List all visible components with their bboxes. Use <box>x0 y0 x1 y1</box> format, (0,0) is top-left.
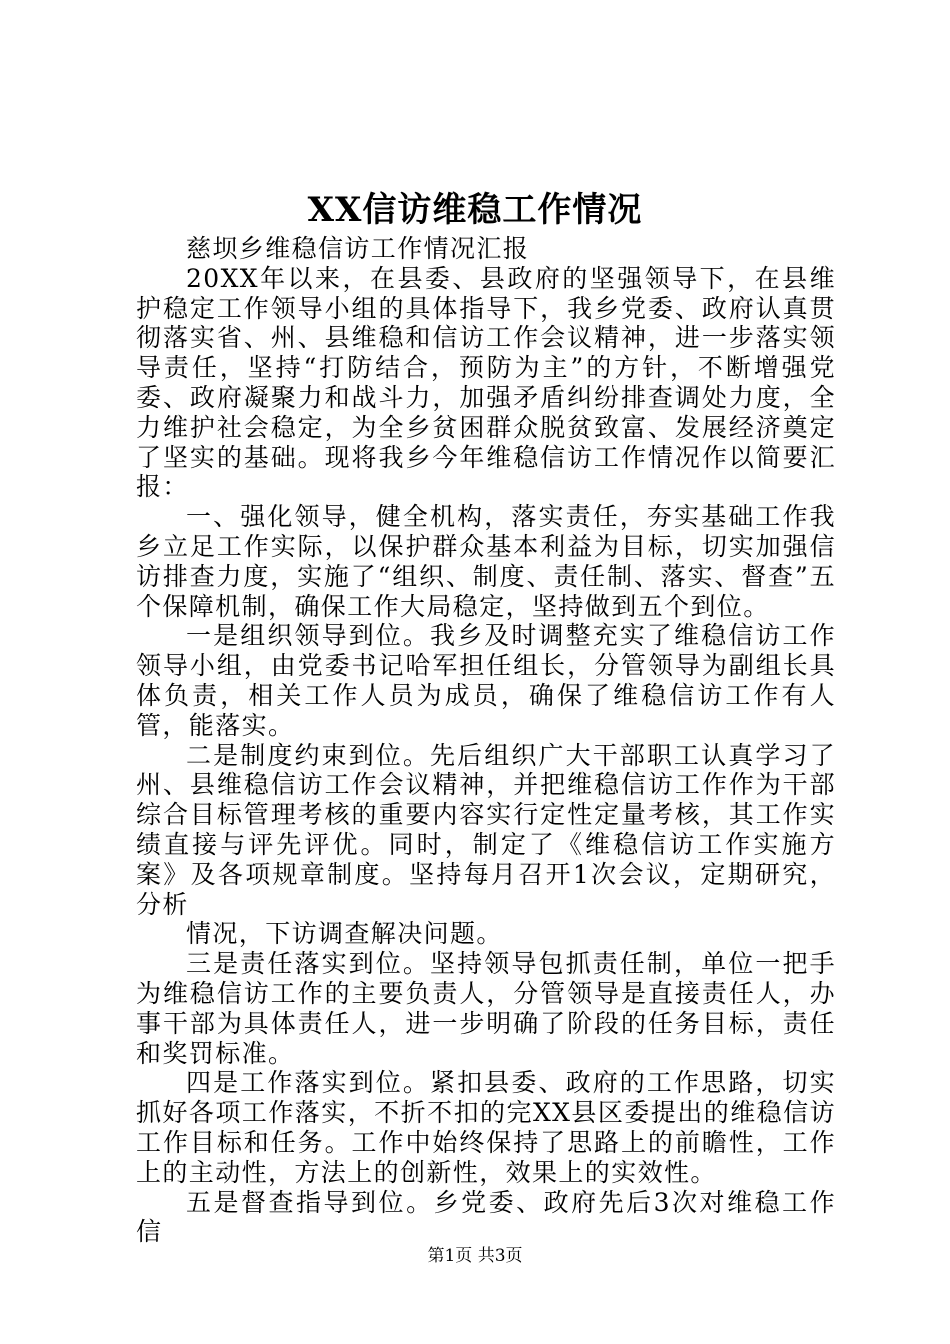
paragraph-item-five: 五是督查指导到位。乡党委、政府先后3次对维稳工作信 <box>136 1187 836 1247</box>
paragraph-heading: 慈坝乡维稳信访工作情况汇报 <box>186 234 530 263</box>
paragraph-item-three: 三是责任落实到位。坚持领导包抓责任制，单位一把手为维稳信访工作的主要负责人，分管领导是直接责任人，办事干部为具体责任人，进一步明确了阶段的任务目标，责任和奖罚标准。 <box>136 949 836 1068</box>
paragraph-item-two: 二是制度约束到位。先后组织广大干部职工认真学习了州、县维稳信访工作会议精神，并把维稳信访工作作为干部综合目标管理考核的重要内容实行定性定量考核，其工作实绩直接与评先评优。同时，制定了《维稳信访工作实施方案》及各项规章制度。坚持每月召开1次会议，定期研究，分析 <box>136 740 836 919</box>
paragraph-intro: 20XX年以来，在县委、县政府的坚强领导下，在县维护稳定工作领导小组的具体指导下，我乡党委、政府认真贯彻落实省、州、县维稳和信访工作会议精神，进一步落实领导责任，坚持“打防结合，预防为主”的方针，不断增强党委、政府凝聚力和战斗力，加强矛盾纠纷排查调处力度，全力维护社会稳定，为全乡贫困群众脱贫致富、发展经济奠定了坚实的基础。现将我乡今年维稳信访工作情况作以简要汇报： <box>136 263 836 502</box>
page-footer: 第1页 共3页 <box>427 1246 523 1266</box>
document-body <box>136 234 836 1247</box>
paragraph-item-two-continued: 情况，下访调查解决问题。 <box>186 919 503 949</box>
paragraph-item-one: 一是组织领导到位。我乡及时调整充实了维稳信访工作领导小组，由党委书记哈军担任组长，分管领导为副组长具体负责，相关工作人员为成员，确保了维稳信访工作有人管，能落实。 <box>136 621 836 740</box>
paragraph-section-one: 一、强化领导，健全机构，落实责任，夯实基础工作我乡立足工作实际，以保护群众基本利益为目标，切实加强信访排查力度，实施了“组织、制度、责任制、落实、督查”五个保障机制，确保工作大局稳定，坚持做到五个到位。 <box>136 502 836 621</box>
paragraph-item-four: 四是工作落实到位。紧扣县委、政府的工作思路，切实抓好各项工作落实，不折不扣的完XX县区委提出的维稳信访工作目标和任务。工作中始终保持了思路上的前瞻性，工作上的主动性，方法上的创新性，效果上的实效性。 <box>136 1068 836 1187</box>
document-title: XX信访维稳工作情况 <box>307 190 643 230</box>
